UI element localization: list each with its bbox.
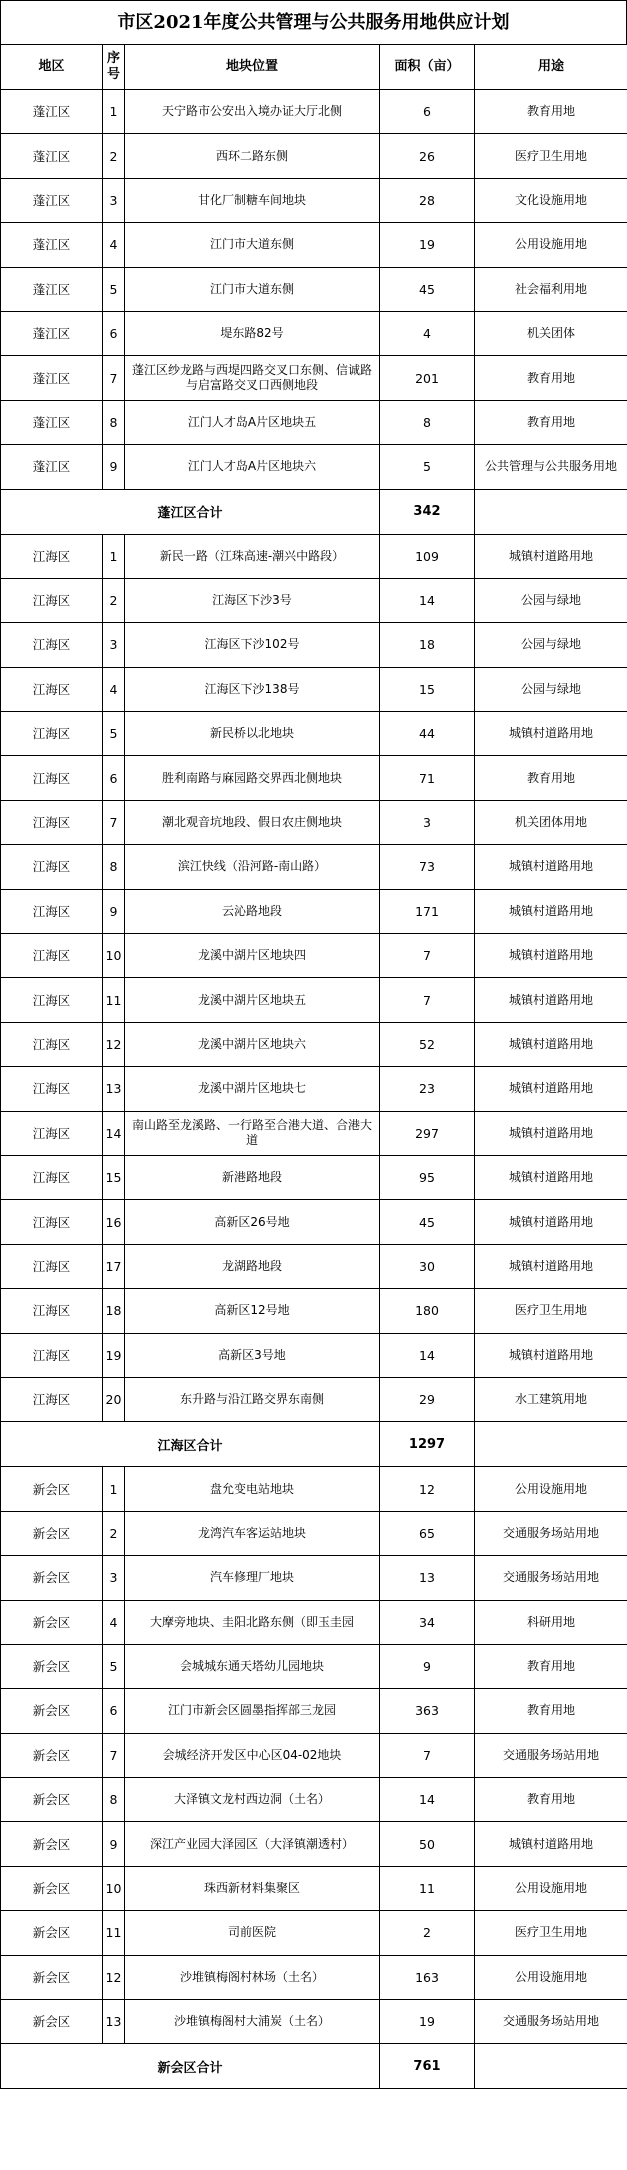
cell-district: 江海区 <box>1 1067 103 1111</box>
cell-location: 大摩旁地块、圭阳北路东侧（即玉圭园 <box>125 1600 380 1644</box>
cell-number: 11 <box>103 978 125 1022</box>
cell-number: 17 <box>103 1244 125 1288</box>
cell-number: 10 <box>103 1866 125 1910</box>
cell-use: 教育用地 <box>475 1778 627 1822</box>
cell-district: 江海区 <box>1 978 103 1022</box>
cell-area: 7 <box>380 978 475 1022</box>
cell-location: 盘允变电站地块 <box>125 1467 380 1511</box>
header-use: 用途 <box>475 45 627 90</box>
cell-use: 教育用地 <box>475 756 627 800</box>
cell-number: 3 <box>103 623 125 667</box>
cell-number: 14 <box>103 1111 125 1155</box>
table-row <box>1 845 627 889</box>
cell-number: 5 <box>103 267 125 311</box>
cell-use: 城镇村道路用地 <box>475 1067 627 1111</box>
cell-district: 江海区 <box>1 1155 103 1199</box>
cell-use: 教育用地 <box>475 356 627 400</box>
table-row <box>1 1200 627 1244</box>
subtotal-area: 761 <box>380 2044 475 2089</box>
table-row <box>1 1733 627 1777</box>
cell-district: 江海区 <box>1 534 103 578</box>
subtotal-row <box>1 2044 627 2089</box>
cell-number: 5 <box>103 1644 125 1688</box>
table-row <box>1 756 627 800</box>
cell-location: 龙溪中湖片区地块四 <box>125 934 380 978</box>
table-row <box>1 1244 627 1288</box>
cell-number: 1 <box>103 534 125 578</box>
cell-area: 180 <box>380 1289 475 1333</box>
cell-use: 教育用地 <box>475 1644 627 1688</box>
table-row <box>1 90 627 134</box>
cell-location: 江门市大道东侧 <box>125 223 380 267</box>
table-row <box>1 1022 627 1066</box>
cell-number: 3 <box>103 1556 125 1600</box>
cell-use: 医疗卫生用地 <box>475 134 627 178</box>
table-row <box>1 934 627 978</box>
table-row <box>1 1289 627 1333</box>
cell-area: 201 <box>380 356 475 400</box>
cell-location: 沙堆镇梅阁村大浦炭（土名） <box>125 2000 380 2044</box>
cell-location: 高新区12号地 <box>125 1289 380 1333</box>
subtotal-empty-cell <box>475 1422 627 1467</box>
table-header-row <box>1 45 627 90</box>
cell-number: 7 <box>103 356 125 400</box>
cell-district: 蓬江区 <box>1 400 103 444</box>
table-row <box>1 1467 627 1511</box>
cell-number: 3 <box>103 178 125 222</box>
cell-number: 1 <box>103 90 125 134</box>
cell-location: 龙溪中湖片区地块七 <box>125 1067 380 1111</box>
cell-number: 4 <box>103 223 125 267</box>
cell-number: 7 <box>103 1733 125 1777</box>
table-row <box>1 889 627 933</box>
cell-number: 12 <box>103 1955 125 1999</box>
cell-area: 28 <box>380 178 475 222</box>
cell-number: 2 <box>103 1511 125 1555</box>
cell-use: 城镇村道路用地 <box>475 1111 627 1155</box>
cell-use: 公共管理与公共服务用地 <box>475 445 627 489</box>
cell-number: 6 <box>103 756 125 800</box>
table-row <box>1 800 627 844</box>
cell-district: 新会区 <box>1 1600 103 1644</box>
cell-area: 163 <box>380 1955 475 1999</box>
cell-number: 4 <box>103 1600 125 1644</box>
cell-use: 交通服务场站用地 <box>475 1733 627 1777</box>
cell-number: 13 <box>103 2000 125 2044</box>
cell-use: 公用设施用地 <box>475 1467 627 1511</box>
cell-area: 34 <box>380 1600 475 1644</box>
cell-location: 大泽镇文龙村西边洞（土名） <box>125 1778 380 1822</box>
document-title: 市区2021年度公共管理与公共服务用地供应计划 <box>0 0 627 44</box>
cell-number: 16 <box>103 1200 125 1244</box>
cell-area: 3 <box>380 800 475 844</box>
cell-location: 云沁路地段 <box>125 889 380 933</box>
cell-area: 15 <box>380 667 475 711</box>
cell-number: 6 <box>103 1689 125 1733</box>
table-row <box>1 1556 627 1600</box>
cell-location: 江门市新会区圆墨指挥部三龙园 <box>125 1689 380 1733</box>
subtotal-row <box>1 1422 627 1467</box>
land-supply-table <box>0 44 627 2089</box>
cell-use: 交通服务场站用地 <box>475 1556 627 1600</box>
cell-district: 新会区 <box>1 1511 103 1555</box>
cell-use: 城镇村道路用地 <box>475 1155 627 1199</box>
cell-location: 新民一路（江珠高速-潮兴中路段） <box>125 534 380 578</box>
cell-location: 江海区下沙102号 <box>125 623 380 667</box>
table-row <box>1 1955 627 1999</box>
table-row <box>1 1333 627 1377</box>
table-row <box>1 1822 627 1866</box>
cell-use: 城镇村道路用地 <box>475 889 627 933</box>
cell-location: 会城城东通天塔幼儿园地块 <box>125 1644 380 1688</box>
cell-number: 6 <box>103 311 125 355</box>
cell-area: 52 <box>380 1022 475 1066</box>
cell-number: 13 <box>103 1067 125 1111</box>
cell-district: 新会区 <box>1 1822 103 1866</box>
header-number: 序号 <box>103 45 125 90</box>
cell-area: 18 <box>380 623 475 667</box>
cell-area: 12 <box>380 1467 475 1511</box>
cell-area: 65 <box>380 1511 475 1555</box>
subtotal-area: 1297 <box>380 1422 475 1467</box>
header-location: 地块位置 <box>125 45 380 90</box>
cell-district: 新会区 <box>1 1467 103 1511</box>
cell-district: 江海区 <box>1 1377 103 1421</box>
cell-location: 新港路地段 <box>125 1155 380 1199</box>
cell-use: 教育用地 <box>475 400 627 444</box>
cell-use: 城镇村道路用地 <box>475 1022 627 1066</box>
cell-number: 11 <box>103 1911 125 1955</box>
cell-area: 7 <box>380 934 475 978</box>
cell-use: 机关团体 <box>475 311 627 355</box>
cell-district: 新会区 <box>1 1644 103 1688</box>
cell-area: 14 <box>380 578 475 622</box>
table-row <box>1 1600 627 1644</box>
table-row <box>1 134 627 178</box>
table-row <box>1 578 627 622</box>
table-row <box>1 1067 627 1111</box>
cell-location: 汽车修理厂地块 <box>125 1556 380 1600</box>
cell-number: 18 <box>103 1289 125 1333</box>
cell-district: 蓬江区 <box>1 134 103 178</box>
cell-district: 江海区 <box>1 1244 103 1288</box>
cell-use: 医疗卫生用地 <box>475 1911 627 1955</box>
cell-district: 江海区 <box>1 667 103 711</box>
cell-area: 109 <box>380 534 475 578</box>
table-row <box>1 400 627 444</box>
cell-use: 科研用地 <box>475 1600 627 1644</box>
cell-district: 蓬江区 <box>1 267 103 311</box>
cell-location: 江海区下沙138号 <box>125 667 380 711</box>
table-row <box>1 267 627 311</box>
cell-district: 蓬江区 <box>1 311 103 355</box>
cell-number: 7 <box>103 800 125 844</box>
cell-district: 江海区 <box>1 712 103 756</box>
table-row <box>1 1866 627 1910</box>
cell-area: 50 <box>380 1822 475 1866</box>
cell-district: 江海区 <box>1 1022 103 1066</box>
cell-use: 水工建筑用地 <box>475 1377 627 1421</box>
cell-location: 司前医院 <box>125 1911 380 1955</box>
cell-location: 深江产业园大泽园区（大泽镇潮透村） <box>125 1822 380 1866</box>
cell-location: 潮北观音坑地段、假日农庄侧地块 <box>125 800 380 844</box>
table-row <box>1 1111 627 1155</box>
subtotal-empty-cell <box>475 489 627 534</box>
subtotal-empty-cell <box>475 2044 627 2089</box>
subtotal-row <box>1 489 627 534</box>
cell-area: 29 <box>380 1377 475 1421</box>
cell-area: 171 <box>380 889 475 933</box>
subtotal-area: 342 <box>380 489 475 534</box>
cell-area: 44 <box>380 712 475 756</box>
subtotal-label: 江海区合计 <box>1 1422 380 1467</box>
cell-area: 5 <box>380 445 475 489</box>
cell-area: 14 <box>380 1333 475 1377</box>
cell-use: 交通服务场站用地 <box>475 1511 627 1555</box>
cell-use: 城镇村道路用地 <box>475 1244 627 1288</box>
table-row <box>1 1644 627 1688</box>
table-row <box>1 1511 627 1555</box>
cell-district: 江海区 <box>1 1111 103 1155</box>
cell-use: 公用设施用地 <box>475 1866 627 1910</box>
cell-area: 30 <box>380 1244 475 1288</box>
cell-use: 教育用地 <box>475 90 627 134</box>
cell-district: 江海区 <box>1 889 103 933</box>
table-row <box>1 534 627 578</box>
cell-area: 9 <box>380 1644 475 1688</box>
cell-use: 公园与绿地 <box>475 578 627 622</box>
cell-district: 蓬江区 <box>1 356 103 400</box>
cell-district: 新会区 <box>1 1689 103 1733</box>
cell-location: 西环二路东侧 <box>125 134 380 178</box>
cell-use: 城镇村道路用地 <box>475 934 627 978</box>
cell-district: 新会区 <box>1 1733 103 1777</box>
cell-area: 26 <box>380 134 475 178</box>
cell-location: 江门人才岛A片区地块五 <box>125 400 380 444</box>
cell-location: 龙湖路地段 <box>125 1244 380 1288</box>
cell-district: 江海区 <box>1 845 103 889</box>
cell-district: 江海区 <box>1 1289 103 1333</box>
cell-location: 会城经济开发区中心区04-02地块 <box>125 1733 380 1777</box>
table-row <box>1 712 627 756</box>
cell-area: 19 <box>380 2000 475 2044</box>
cell-area: 8 <box>380 400 475 444</box>
cell-location: 天宁路市公安出入境办证大厅北侧 <box>125 90 380 134</box>
cell-number: 2 <box>103 578 125 622</box>
cell-area: 14 <box>380 1778 475 1822</box>
cell-location: 新民桥以北地块 <box>125 712 380 756</box>
cell-number: 8 <box>103 1778 125 1822</box>
cell-district: 新会区 <box>1 2000 103 2044</box>
cell-use: 文化设施用地 <box>475 178 627 222</box>
table-row <box>1 356 627 400</box>
cell-location: 蓬江区纱龙路与西堤四路交叉口东侧、信诚路与启富路交叉口西侧地段 <box>125 356 380 400</box>
cell-district: 新会区 <box>1 1911 103 1955</box>
cell-area: 2 <box>380 1911 475 1955</box>
table-row <box>1 1689 627 1733</box>
cell-use: 公园与绿地 <box>475 667 627 711</box>
cell-district: 江海区 <box>1 623 103 667</box>
header-district: 地区 <box>1 45 103 90</box>
table-row <box>1 445 627 489</box>
cell-location: 东升路与沿江路交界东南侧 <box>125 1377 380 1421</box>
cell-district: 江海区 <box>1 578 103 622</box>
cell-area: 45 <box>380 267 475 311</box>
cell-location: 胜利南路与麻园路交界西北侧地块 <box>125 756 380 800</box>
table-row <box>1 978 627 1022</box>
cell-district: 江海区 <box>1 1200 103 1244</box>
cell-number: 8 <box>103 400 125 444</box>
cell-number: 9 <box>103 445 125 489</box>
cell-location: 堤东路82号 <box>125 311 380 355</box>
header-area: 面积（亩） <box>380 45 475 90</box>
table-row <box>1 311 627 355</box>
table-row <box>1 178 627 222</box>
cell-location: 高新区3号地 <box>125 1333 380 1377</box>
cell-location: 滨江快线（沿河路-南山路） <box>125 845 380 889</box>
cell-district: 蓬江区 <box>1 223 103 267</box>
cell-location: 珠西新材料集聚区 <box>125 1866 380 1910</box>
cell-location: 南山路至龙溪路、一行路至合港大道、合港大道 <box>125 1111 380 1155</box>
cell-use: 城镇村道路用地 <box>475 1822 627 1866</box>
cell-area: 95 <box>380 1155 475 1199</box>
cell-district: 江海区 <box>1 756 103 800</box>
table-row <box>1 1778 627 1822</box>
cell-use: 公用设施用地 <box>475 1955 627 1999</box>
cell-location: 甘化厂制糖车间地块 <box>125 178 380 222</box>
cell-location: 龙湾汽车客运站地块 <box>125 1511 380 1555</box>
cell-area: 363 <box>380 1689 475 1733</box>
cell-use: 医疗卫生用地 <box>475 1289 627 1333</box>
cell-use: 教育用地 <box>475 1689 627 1733</box>
cell-district: 江海区 <box>1 934 103 978</box>
table-body <box>1 90 627 2089</box>
cell-district: 蓬江区 <box>1 178 103 222</box>
cell-area: 13 <box>380 1556 475 1600</box>
cell-district: 新会区 <box>1 1556 103 1600</box>
cell-district: 新会区 <box>1 1955 103 1999</box>
cell-use: 公园与绿地 <box>475 623 627 667</box>
cell-use: 社会福利用地 <box>475 267 627 311</box>
table-row <box>1 1911 627 1955</box>
cell-area: 6 <box>380 90 475 134</box>
cell-number: 9 <box>103 889 125 933</box>
cell-location: 龙溪中湖片区地块五 <box>125 978 380 1022</box>
cell-location: 江海区下沙3号 <box>125 578 380 622</box>
cell-area: 7 <box>380 1733 475 1777</box>
cell-use: 城镇村道路用地 <box>475 978 627 1022</box>
cell-area: 19 <box>380 223 475 267</box>
cell-use: 城镇村道路用地 <box>475 845 627 889</box>
cell-area: 73 <box>380 845 475 889</box>
cell-location: 沙堆镇梅阁村林场（土名） <box>125 1955 380 1999</box>
table-row <box>1 1155 627 1199</box>
table-row <box>1 223 627 267</box>
cell-area: 23 <box>380 1067 475 1111</box>
cell-number: 19 <box>103 1333 125 1377</box>
cell-district: 蓬江区 <box>1 445 103 489</box>
cell-use: 城镇村道路用地 <box>475 534 627 578</box>
subtotal-label: 蓬江区合计 <box>1 489 380 534</box>
cell-district: 蓬江区 <box>1 90 103 134</box>
cell-district: 江海区 <box>1 1333 103 1377</box>
cell-location: 江门人才岛A片区地块六 <box>125 445 380 489</box>
table-row <box>1 623 627 667</box>
cell-number: 12 <box>103 1022 125 1066</box>
cell-use: 城镇村道路用地 <box>475 712 627 756</box>
cell-use: 机关团体用地 <box>475 800 627 844</box>
cell-location: 高新区26号地 <box>125 1200 380 1244</box>
cell-number: 15 <box>103 1155 125 1199</box>
cell-number: 8 <box>103 845 125 889</box>
cell-location: 龙溪中湖片区地块六 <box>125 1022 380 1066</box>
cell-area: 45 <box>380 1200 475 1244</box>
subtotal-label: 新会区合计 <box>1 2044 380 2089</box>
table-row <box>1 667 627 711</box>
cell-location: 江门市大道东侧 <box>125 267 380 311</box>
cell-district: 江海区 <box>1 800 103 844</box>
cell-use: 城镇村道路用地 <box>475 1200 627 1244</box>
cell-number: 10 <box>103 934 125 978</box>
cell-area: 4 <box>380 311 475 355</box>
cell-number: 2 <box>103 134 125 178</box>
cell-district: 新会区 <box>1 1866 103 1910</box>
cell-number: 20 <box>103 1377 125 1421</box>
cell-area: 297 <box>380 1111 475 1155</box>
cell-district: 新会区 <box>1 1778 103 1822</box>
cell-number: 9 <box>103 1822 125 1866</box>
table-row <box>1 1377 627 1421</box>
cell-use: 城镇村道路用地 <box>475 1333 627 1377</box>
cell-area: 11 <box>380 1866 475 1910</box>
cell-use: 公用设施用地 <box>475 223 627 267</box>
cell-number: 4 <box>103 667 125 711</box>
cell-area: 71 <box>380 756 475 800</box>
cell-number: 5 <box>103 712 125 756</box>
cell-number: 1 <box>103 1467 125 1511</box>
table-row <box>1 2000 627 2044</box>
cell-use: 交通服务场站用地 <box>475 2000 627 2044</box>
